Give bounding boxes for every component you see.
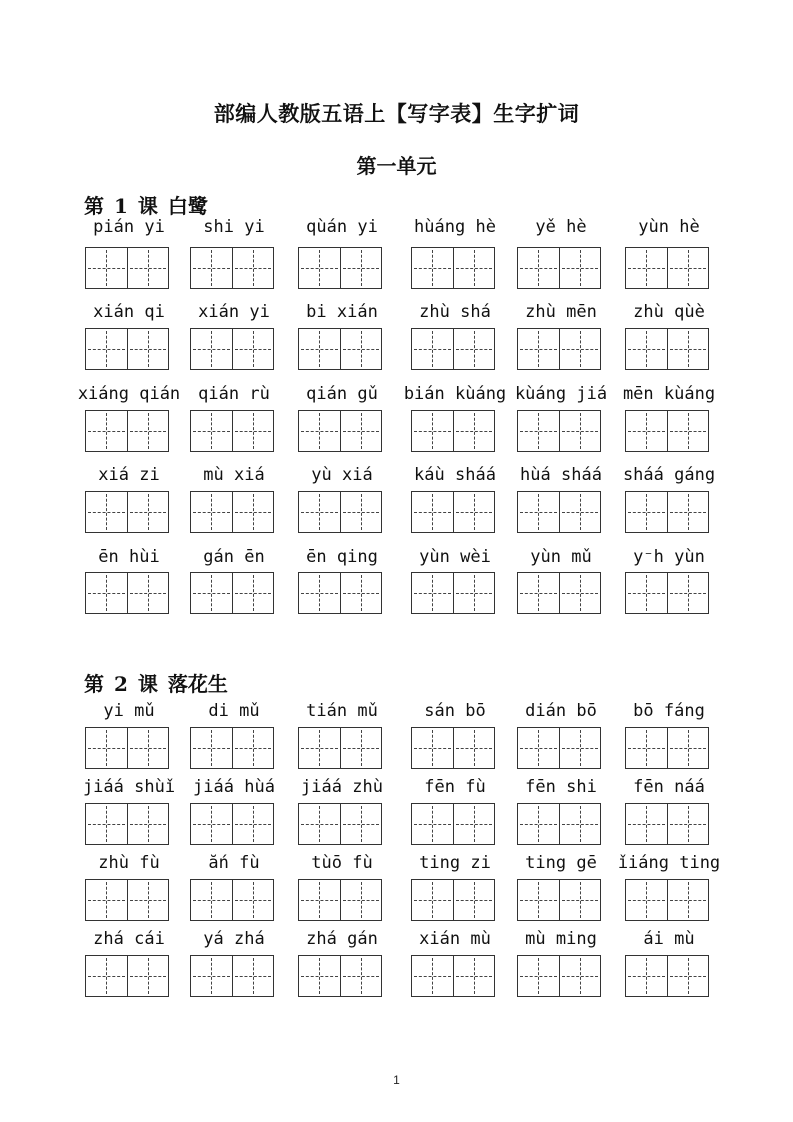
tianzige-cell[interactable] xyxy=(559,329,601,369)
tianzige-cell[interactable] xyxy=(299,492,340,532)
tianzige-cell[interactable] xyxy=(340,880,382,920)
tianzige-cell[interactable] xyxy=(191,880,232,920)
writing-box-pair[interactable] xyxy=(85,727,169,769)
pinyin-label: ēn hùi xyxy=(98,547,160,567)
tianzige-cell[interactable] xyxy=(127,956,169,996)
writing-box-pair[interactable] xyxy=(517,328,601,370)
tianzige-cell[interactable] xyxy=(626,492,667,532)
tianzige-cell[interactable] xyxy=(340,956,382,996)
writing-box-pair[interactable] xyxy=(190,727,274,769)
writing-box-pair[interactable] xyxy=(298,727,382,769)
tianzige-cell[interactable] xyxy=(626,248,667,288)
tianzige-cell[interactable] xyxy=(191,573,232,613)
page-number: 1 xyxy=(393,1073,400,1087)
writing-box-pair[interactable] xyxy=(298,572,382,614)
pinyin-label: káù sháá xyxy=(414,465,496,485)
tianzige-cell[interactable] xyxy=(667,956,709,996)
tianzige-cell[interactable] xyxy=(518,728,559,768)
tianzige-cell[interactable] xyxy=(518,804,559,844)
pinyin-label: fēn náá xyxy=(633,777,705,797)
tianzige-cell[interactable] xyxy=(412,573,453,613)
tianzige-cell[interactable] xyxy=(518,248,559,288)
pinyin-label: xián mù xyxy=(419,929,491,949)
tianzige-cell[interactable] xyxy=(412,728,453,768)
pinyin-label: xián yi xyxy=(198,302,270,322)
tianzige-cell[interactable] xyxy=(667,573,709,613)
tianzige-cell[interactable] xyxy=(412,492,453,532)
pinyin-label: ēn qing xyxy=(306,547,378,567)
tianzige-cell[interactable] xyxy=(453,329,495,369)
tianzige-cell[interactable] xyxy=(191,492,232,532)
tianzige-cell[interactable] xyxy=(340,329,382,369)
tianzige-cell[interactable] xyxy=(127,492,169,532)
lesson-number-prefix: 第 xyxy=(84,194,104,218)
writing-box-pair[interactable] xyxy=(190,410,274,452)
pinyin-label: kùáng jiá xyxy=(514,384,608,404)
tianzige-cell[interactable] xyxy=(340,728,382,768)
writing-box-pair[interactable] xyxy=(625,803,709,845)
tianzige-cell[interactable] xyxy=(518,492,559,532)
tianzige-cell[interactable] xyxy=(667,492,709,532)
tianzige-cell[interactable] xyxy=(232,956,274,996)
pinyin-label: bō fáng xyxy=(633,701,705,721)
tianzige-cell[interactable] xyxy=(232,248,274,288)
lesson-1-header xyxy=(84,190,218,219)
pinyin-label: yùn hè xyxy=(638,217,700,237)
tianzige-cell[interactable] xyxy=(340,492,382,532)
tianzige-cell[interactable] xyxy=(191,248,232,288)
pinyin-label: zhù shá xyxy=(419,302,491,322)
tianzige-cell[interactable] xyxy=(518,411,559,451)
writing-box-pair[interactable] xyxy=(85,572,169,614)
pinyin-label: gán ēn xyxy=(203,547,265,567)
tianzige-cell[interactable] xyxy=(299,956,340,996)
tianzige-cell[interactable] xyxy=(453,956,495,996)
tianzige-cell[interactable] xyxy=(453,492,495,532)
pinyin-label: jiáá shùǐ xyxy=(82,777,176,797)
tianzige-cell[interactable] xyxy=(667,411,709,451)
lesson-suffix: 课 xyxy=(137,194,158,218)
writing-box-pair[interactable] xyxy=(625,410,709,452)
tianzige-cell[interactable] xyxy=(86,804,127,844)
pinyin-label: yù xiá xyxy=(311,465,373,485)
pinyin-label: xián qi xyxy=(93,302,165,322)
writing-box-pair[interactable] xyxy=(298,955,382,997)
writing-box-pair[interactable] xyxy=(298,247,382,289)
writing-box-pair[interactable] xyxy=(298,491,382,533)
pinyin-label: yi mǔ xyxy=(103,701,155,721)
lesson-2-header xyxy=(84,668,238,697)
writing-box-pair[interactable] xyxy=(85,803,169,845)
writing-box-pair[interactable] xyxy=(298,410,382,452)
tianzige-cell[interactable] xyxy=(299,248,340,288)
pinyin-label: hùá sháá xyxy=(520,465,602,485)
tianzige-cell[interactable] xyxy=(127,880,169,920)
tianzige-cell[interactable] xyxy=(667,880,709,920)
writing-box-pair[interactable] xyxy=(411,572,495,614)
writing-box-pair[interactable] xyxy=(85,491,169,533)
tianzige-cell[interactable] xyxy=(86,880,127,920)
writing-box-pair[interactable] xyxy=(411,328,495,370)
tianzige-cell[interactable] xyxy=(232,492,274,532)
tianzige-cell[interactable] xyxy=(412,411,453,451)
lesson-suffix: 课 xyxy=(137,672,158,696)
pinyin-label: ái mù xyxy=(643,929,695,949)
tianzige-cell[interactable] xyxy=(127,728,169,768)
pinyin-label: bi xián xyxy=(306,302,378,322)
tianzige-cell[interactable] xyxy=(559,573,601,613)
tianzige-cell[interactable] xyxy=(626,804,667,844)
tianzige-cell[interactable] xyxy=(232,411,274,451)
writing-box-pair[interactable] xyxy=(85,247,169,289)
tianzige-cell[interactable] xyxy=(559,492,601,532)
writing-box-pair[interactable] xyxy=(625,328,709,370)
writing-box-pair[interactable] xyxy=(411,247,495,289)
writing-box-pair[interactable] xyxy=(517,955,601,997)
writing-box-pair[interactable] xyxy=(190,491,274,533)
writing-box-pair[interactable] xyxy=(298,328,382,370)
pinyin-label: shi yi xyxy=(203,217,265,237)
pinyin-label: qián gǔ xyxy=(306,384,378,404)
tianzige-cell[interactable] xyxy=(340,248,382,288)
tianzige-cell[interactable] xyxy=(412,956,453,996)
tianzige-cell[interactable] xyxy=(127,804,169,844)
pinyin-label: tián mǔ xyxy=(306,701,378,721)
tianzige-cell[interactable] xyxy=(86,573,127,613)
writing-box-pair[interactable] xyxy=(625,491,709,533)
writing-box-pair[interactable] xyxy=(85,955,169,997)
tianzige-cell[interactable] xyxy=(667,329,709,369)
pinyin-label: qùán yi xyxy=(306,217,378,237)
lesson-name: 落花生 xyxy=(167,672,228,696)
tianzige-cell[interactable] xyxy=(518,956,559,996)
writing-box-pair[interactable] xyxy=(517,727,601,769)
tianzige-cell[interactable] xyxy=(86,411,127,451)
pinyin-label: yùn mǔ xyxy=(530,547,592,567)
tianzige-cell[interactable] xyxy=(626,728,667,768)
writing-box-pair[interactable] xyxy=(411,410,495,452)
pinyin-label: mù xiá xyxy=(203,465,265,485)
tianzige-cell[interactable] xyxy=(626,573,667,613)
writing-box-pair[interactable] xyxy=(625,572,709,614)
pinyin-label: tùō fù xyxy=(311,853,373,873)
tianzige-cell[interactable] xyxy=(667,248,709,288)
tianzige-cell[interactable] xyxy=(453,728,495,768)
tianzige-cell[interactable] xyxy=(340,411,382,451)
writing-box-pair[interactable] xyxy=(517,491,601,533)
pinyin-label: fēn shi xyxy=(525,777,597,797)
tianzige-cell[interactable] xyxy=(626,956,667,996)
tianzige-cell[interactable] xyxy=(127,573,169,613)
pinyin-label: yě hè xyxy=(535,217,587,237)
pinyin-label: jiáá zhù xyxy=(301,777,383,797)
writing-box-pair[interactable] xyxy=(625,247,709,289)
tianzige-cell[interactable] xyxy=(299,728,340,768)
writing-box-pair[interactable] xyxy=(85,879,169,921)
tianzige-cell[interactable] xyxy=(412,880,453,920)
tianzige-cell[interactable] xyxy=(518,573,559,613)
lesson-number-prefix: 第 xyxy=(84,672,104,696)
pinyin-label: hùáng hè xyxy=(414,217,496,237)
tianzige-cell[interactable] xyxy=(626,411,667,451)
pinyin-label: y⁻h yùn xyxy=(633,547,705,567)
lesson-name: 白鹭 xyxy=(167,194,208,218)
writing-box-pair[interactable] xyxy=(517,803,601,845)
pinyin-label: bián kùáng xyxy=(403,384,507,404)
pinyin-label: ǐiáng ting xyxy=(617,853,721,873)
writing-box-pair[interactable] xyxy=(411,879,495,921)
pinyin-label: zhù qùè xyxy=(633,302,705,322)
pinyin-label: sán bō xyxy=(424,701,486,721)
tianzige-cell[interactable] xyxy=(191,411,232,451)
pinyin-label: ting zi xyxy=(419,853,491,873)
pinyin-label: fēn fù xyxy=(424,777,486,797)
tianzige-cell[interactable] xyxy=(299,573,340,613)
tianzige-cell[interactable] xyxy=(559,728,601,768)
tianzige-cell[interactable] xyxy=(191,728,232,768)
tianzige-cell[interactable] xyxy=(86,248,127,288)
tianzige-cell[interactable] xyxy=(559,956,601,996)
tianzige-cell[interactable] xyxy=(453,880,495,920)
tianzige-cell[interactable] xyxy=(626,329,667,369)
tianzige-cell[interactable] xyxy=(232,728,274,768)
writing-box-pair[interactable] xyxy=(411,803,495,845)
tianzige-cell[interactable] xyxy=(232,573,274,613)
tianzige-cell[interactable] xyxy=(453,411,495,451)
tianzige-cell[interactable] xyxy=(559,411,601,451)
tianzige-cell[interactable] xyxy=(232,804,274,844)
tianzige-cell[interactable] xyxy=(453,248,495,288)
writing-box-pair[interactable] xyxy=(298,803,382,845)
writing-box-pair[interactable] xyxy=(85,410,169,452)
writing-box-pair[interactable] xyxy=(625,955,709,997)
pinyin-label: sháá gáng xyxy=(622,465,716,485)
writing-box-pair[interactable] xyxy=(190,803,274,845)
tianzige-cell[interactable] xyxy=(412,248,453,288)
pinyin-label: jiáá hùá xyxy=(193,777,275,797)
pinyin-label: ắn fù xyxy=(208,853,260,873)
writing-box-pair[interactable] xyxy=(190,879,274,921)
writing-box-pair[interactable] xyxy=(411,955,495,997)
tianzige-cell[interactable] xyxy=(191,956,232,996)
writing-box-pair[interactable] xyxy=(517,572,601,614)
writing-box-pair[interactable] xyxy=(517,879,601,921)
writing-box-pair[interactable] xyxy=(411,727,495,769)
tianzige-cell[interactable] xyxy=(86,329,127,369)
writing-box-pair[interactable] xyxy=(85,328,169,370)
tianzige-cell[interactable] xyxy=(191,329,232,369)
pinyin-label: pián yi xyxy=(93,217,165,237)
pinyin-label: mēn kùáng xyxy=(622,384,716,404)
tianzige-cell[interactable] xyxy=(232,329,274,369)
pinyin-label: ting gē xyxy=(525,853,597,873)
pinyin-label: xiá zi xyxy=(98,465,160,485)
tianzige-cell[interactable] xyxy=(412,329,453,369)
writing-box-pair[interactable] xyxy=(190,955,274,997)
pinyin-label: di mǔ xyxy=(208,701,260,721)
writing-box-pair[interactable] xyxy=(190,328,274,370)
tianzige-cell[interactable] xyxy=(559,880,601,920)
tianzige-cell[interactable] xyxy=(232,880,274,920)
pinyin-label: zhá gán xyxy=(306,929,378,949)
tianzige-cell[interactable] xyxy=(518,329,559,369)
tianzige-cell[interactable] xyxy=(518,880,559,920)
tianzige-cell[interactable] xyxy=(191,804,232,844)
pinyin-label: mù ming xyxy=(525,929,597,949)
pinyin-label: dián bō xyxy=(525,701,597,721)
tianzige-cell[interactable] xyxy=(340,573,382,613)
tianzige-cell[interactable] xyxy=(340,804,382,844)
tianzige-cell[interactable] xyxy=(626,880,667,920)
writing-box-pair[interactable] xyxy=(411,491,495,533)
pinyin-label: yùn wèi xyxy=(419,547,491,567)
tianzige-cell[interactable] xyxy=(412,804,453,844)
writing-box-pair[interactable] xyxy=(298,879,382,921)
tianzige-cell[interactable] xyxy=(127,329,169,369)
writing-box-pair[interactable] xyxy=(190,247,274,289)
pinyin-label: qián rù xyxy=(198,384,270,404)
tianzige-cell[interactable] xyxy=(559,248,601,288)
tianzige-cell[interactable] xyxy=(86,492,127,532)
document-title: 部编人教版五语上【写字表】生字扩词 xyxy=(213,101,580,126)
pinyin-label: zhù fù xyxy=(98,853,160,873)
writing-box-pair[interactable] xyxy=(625,879,709,921)
pinyin-label: zhá cái xyxy=(93,929,165,949)
tianzige-cell[interactable] xyxy=(299,411,340,451)
tianzige-cell[interactable] xyxy=(127,411,169,451)
lesson-number: 2 xyxy=(114,672,128,696)
tianzige-cell[interactable] xyxy=(299,329,340,369)
tianzige-cell[interactable] xyxy=(453,573,495,613)
writing-box-pair[interactable] xyxy=(190,572,274,614)
tianzige-cell[interactable] xyxy=(559,804,601,844)
unit-title: 第一单元 xyxy=(356,154,437,178)
pinyin-label: zhù mēn xyxy=(525,302,597,322)
lesson-number: 1 xyxy=(114,194,128,218)
tianzige-cell[interactable] xyxy=(299,880,340,920)
tianzige-cell[interactable] xyxy=(299,804,340,844)
tianzige-cell[interactable] xyxy=(667,804,709,844)
pinyin-label: xiáng qián xyxy=(77,384,181,404)
pinyin-label: yá zhá xyxy=(203,929,265,949)
writing-box-pair[interactable] xyxy=(517,247,601,289)
writing-box-pair[interactable] xyxy=(517,410,601,452)
tianzige-cell[interactable] xyxy=(86,956,127,996)
tianzige-cell[interactable] xyxy=(667,728,709,768)
tianzige-cell[interactable] xyxy=(86,728,127,768)
writing-box-pair[interactable] xyxy=(625,727,709,769)
tianzige-cell[interactable] xyxy=(453,804,495,844)
tianzige-cell[interactable] xyxy=(127,248,169,288)
